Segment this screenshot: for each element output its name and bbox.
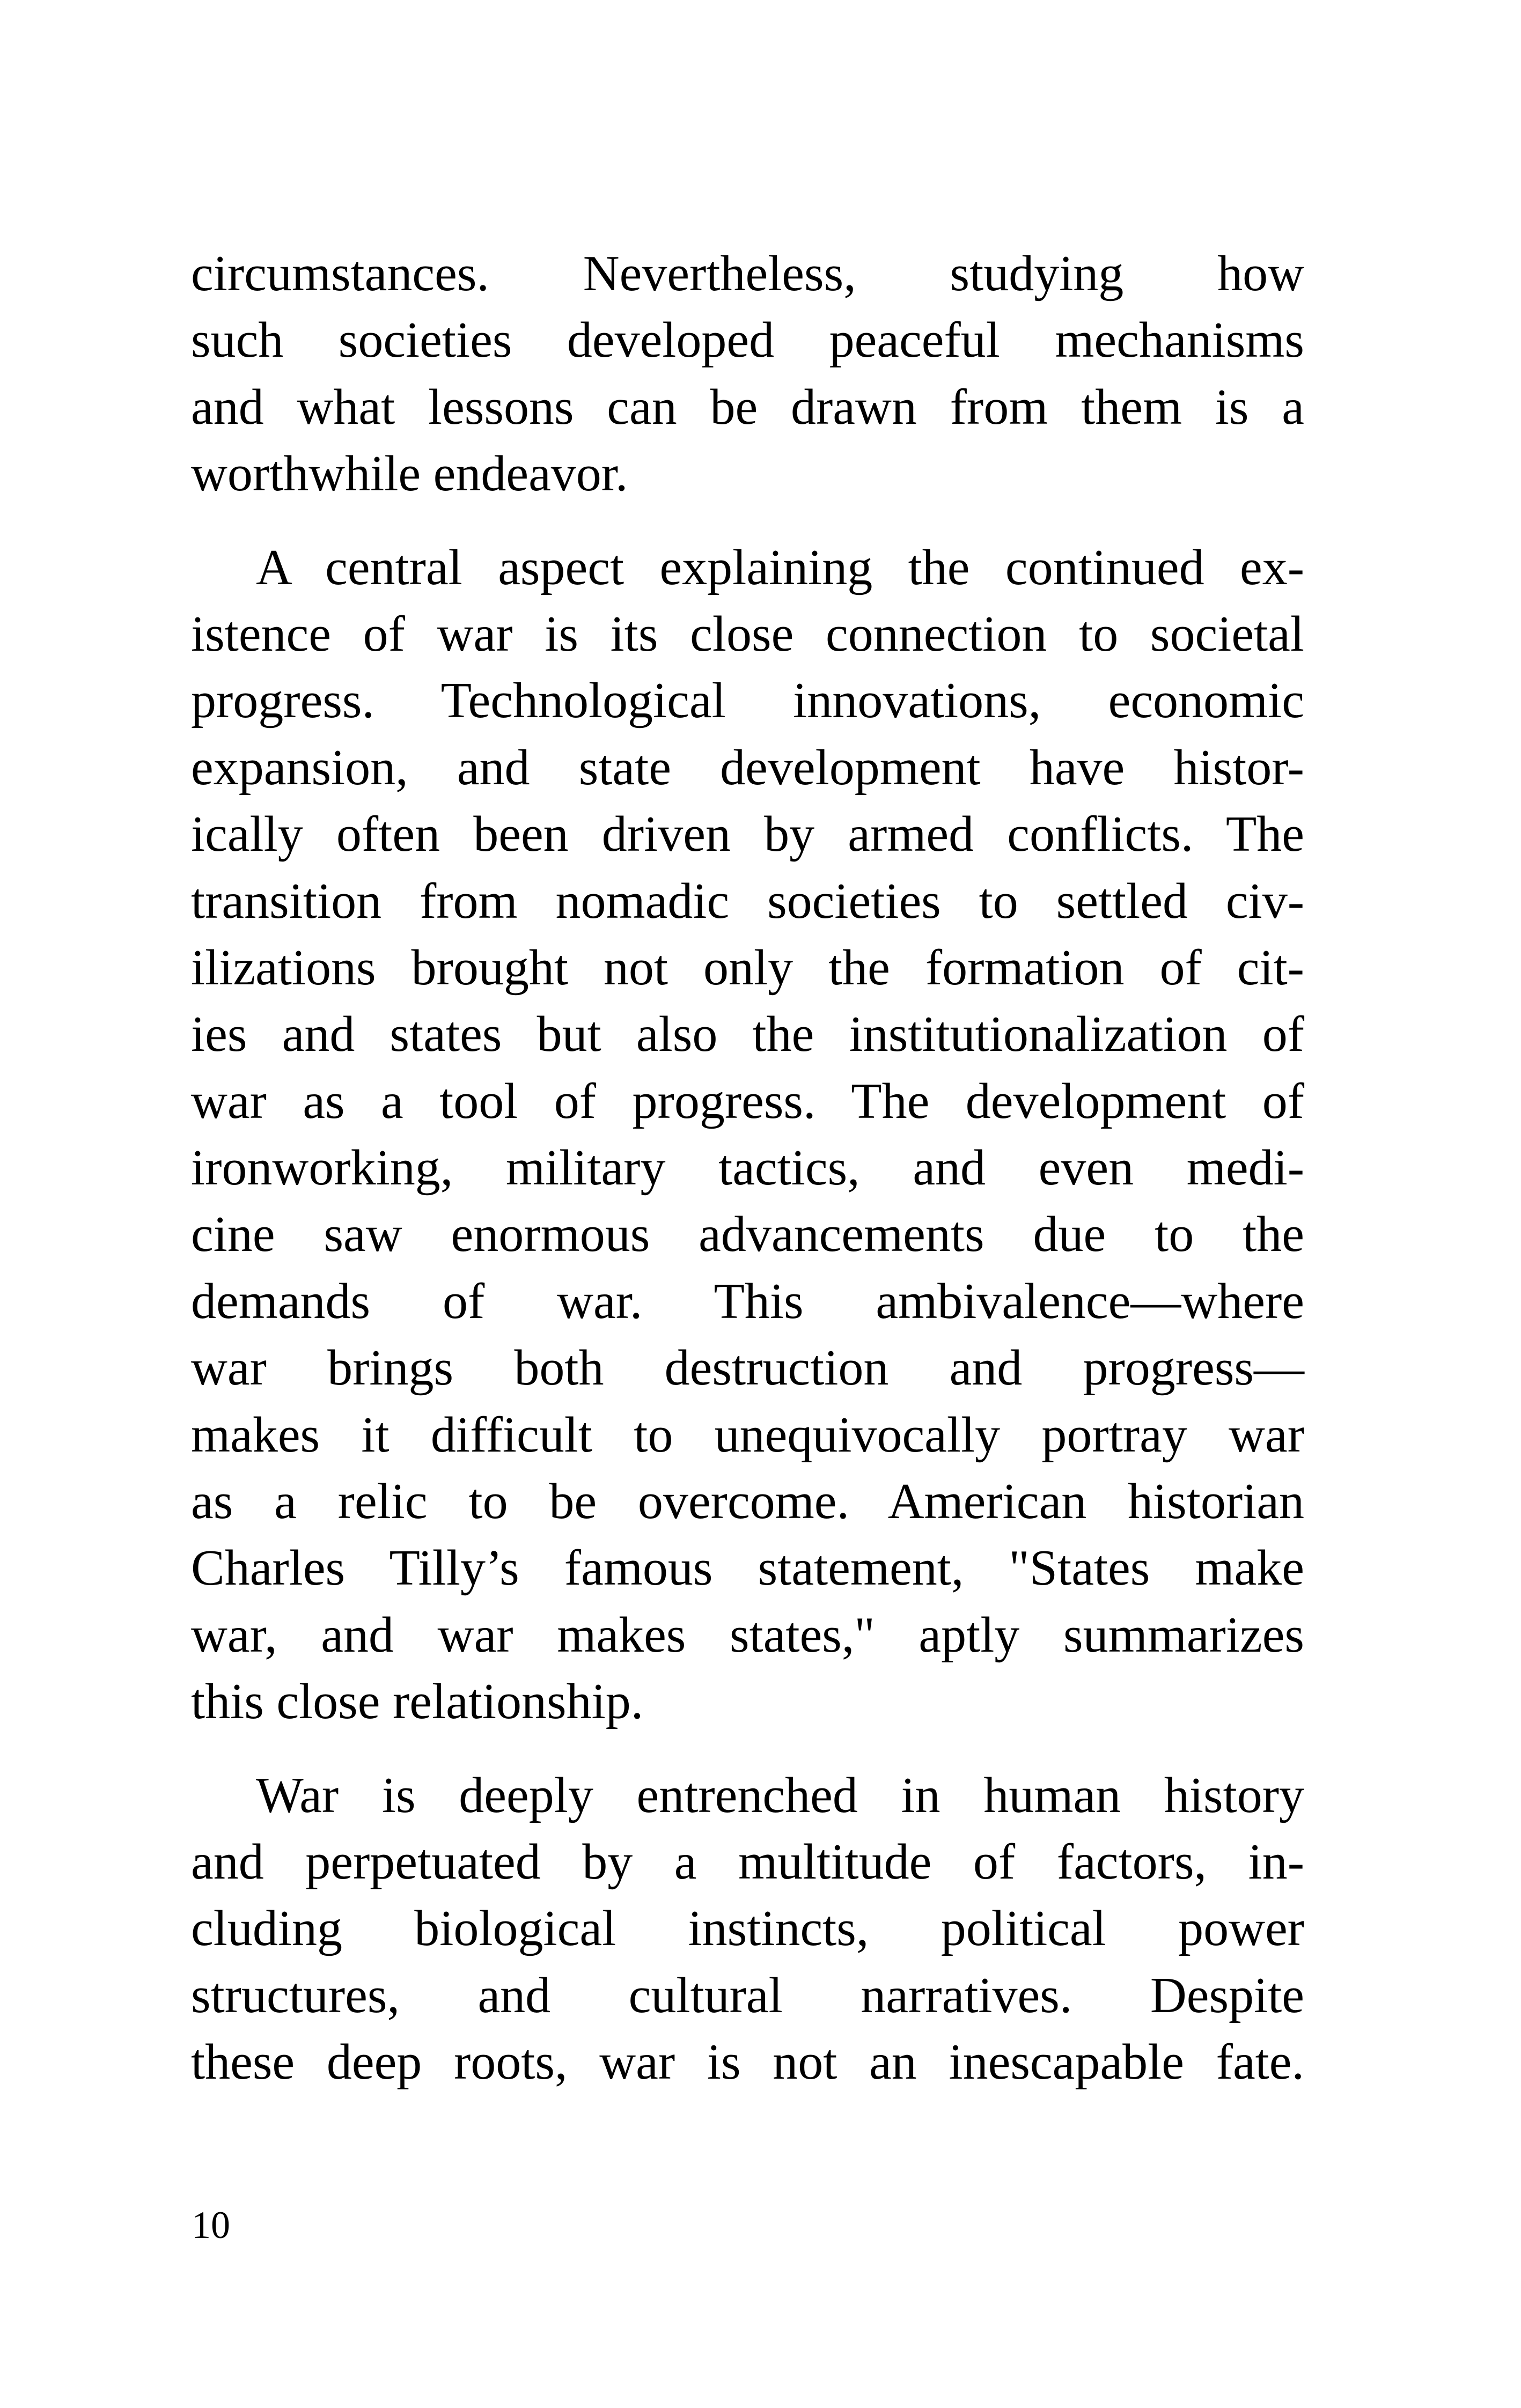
text-line: this close relationship. [191,1674,644,1730]
page-number: 10 [192,2204,230,2247]
text-line: ically often been driven by armed conflicts. The [191,806,1304,863]
text-line: and what lessons can be drawn from them is a [191,379,1304,435]
text-line: expansion, and state development have histor- [191,739,1304,796]
text-line: war, and war makes states," aptly summarizes [191,1607,1304,1663]
text-line: cine saw enormous advancements due to the [191,1206,1304,1263]
text-line: ilizations brought not only the formation of cit- [191,939,1304,996]
text-line: War is deeply entrenched in human history [256,1767,1304,1823]
text-line: war brings both destruction and progress— [191,1340,1304,1396]
paragraph-1 [191,240,1304,507]
text-line: war as a tool of progress. The development of [191,1073,1304,1129]
text-line: and perpetuated by a multitude of factors, in- [191,1833,1304,1890]
text-line: structures, and cultural narratives. Despite [191,1967,1304,2023]
text-line: ironworking, military tactics, and even medi- [191,1140,1304,1196]
text-line: worthwhile endeavor. [191,446,628,502]
text-line: as a relic to be overcome. American historian [191,1474,1304,1530]
text-line: progress. Technological innovations, economic [191,673,1304,729]
text-line: istence of war is its close connection to societal [191,606,1304,662]
text-line: Charles Tilly’s famous statement, "States make [191,1540,1304,1596]
paragraph-3 [191,1762,1304,2096]
paragraph-2 [191,534,1304,1735]
text-line: such societies developed peaceful mechanisms [191,312,1304,369]
text-line: these deep roots, war is not an inescapable fate. [191,2034,1304,2090]
text-line: makes it difficult to unequivocally portray war [191,1406,1304,1463]
text-line: cluding biological instincts, political power [191,1901,1304,1957]
text-line: ies and states but also the institutionalization of [191,1006,1304,1063]
text-line: transition from nomadic societies to settled civ- [191,873,1304,929]
body-text [191,240,1304,2096]
text-line: A central aspect explaining the continued ex- [256,539,1304,595]
text-line: demands of war. This ambivalence—where [191,1273,1304,1329]
text-line: circumstances. Nevertheless, studying how [191,246,1304,301]
